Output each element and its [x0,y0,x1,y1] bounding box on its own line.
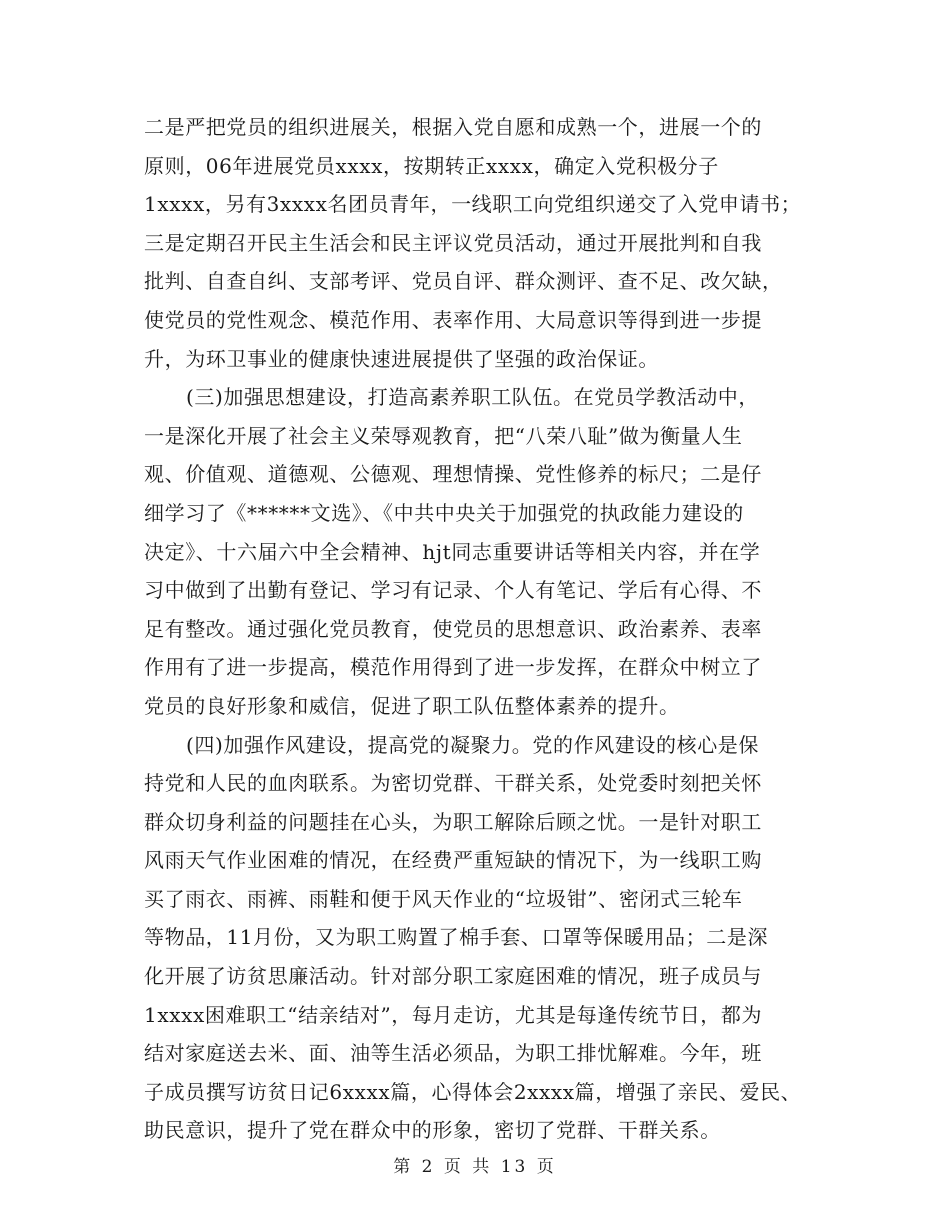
text-line: 等物品，11月份，又为职工购置了棉手套、口罩等保暖用品；二是深 [144,925,769,950]
text-line: 观、价值观、道德观、公德观、理想情操、党性修养的标尺；二是仔 [144,462,762,487]
text-line: 作用有了进一步提高，模范作用得到了进一步发挥，在群众中树立了 [144,655,762,680]
page-number-footer: 第 2 页 共 13 页 [393,1157,557,1177]
text-line: 风雨天气作业困难的情况，在经费严重短缺的情况下，为一线职工购 [144,848,762,873]
text-line: 群众切身利益的问题挂在心头，为职工解除后顾之忧。一是针对职工 [144,809,762,834]
text-line: 结对家庭送去米、面、油等生活必须品，为职工排忧解难。今年，班 [144,1041,762,1066]
text-line: 习中做到了出勤有登记、学习有记录、个人有笔记、学后有心得、不 [144,578,762,603]
paragraph-first-line: (四)加强作风建设，提高党的凝聚力。党的作风建设的核心是保 [186,732,760,757]
text-line: 细学习了《******文选》、《中共中央关于加强党的执政能力建设的 [144,500,744,525]
text-line: 三是定期召开民主生活会和民主评议党员活动，通过开展批判和自我 [144,230,762,255]
text-line: 子成员撰写访贫日记6xxxx篇，心得体会2xxxx篇，增强了亲民、爱民、 [144,1079,802,1104]
text-line: 决定》、十六届六中全会精神、hjt同志重要讲话等相关内容，并在学 [144,539,761,564]
paragraph-first-line: (三)加强思想建设，打造高素养职工队伍。在党员学教活动中， [186,385,760,410]
text-line: 党员的良好形象和威信，促进了职工队伍整体素养的提升。 [144,693,680,718]
text-line: 助民意识，提升了党在群众中的形象，密切了党群、干群关系。 [144,1118,721,1143]
text-line: 1xxxx困难职工“结亲结对”，每月走访，尤其是每逢传统节日，都为 [144,1002,763,1027]
text-line: 1xxxx，另有3xxxx名团员青年，一线职工向党组织递交了入党申请书； [144,192,802,217]
text-line: 持党和人民的血肉联系。为密切党群、干群关系，处党委时刻把关怀 [144,771,762,796]
text-line: 足有整改。通过强化党员教育，使党员的思想意识、政治素养、表率 [144,616,762,641]
text-line: 使党员的党性观念、模范作用、表率作用、大局意识等得到进一步提 [144,307,762,332]
document-body [144,108,844,1150]
text-line: 二是严把党员的组织进展关，根据入党自愿和成熟一个，进展一个的 [144,115,762,139]
text-line: 批判、自查自纠、支部考评、党员自评、群众测评、查不足、改欠缺， [144,269,783,294]
text-line: 化开展了访贫思廉活动。针对部分职工家庭困难的情况，班子成员与 [144,964,762,989]
text-line: 一是深化开展了社会主义荣辱观教育，把“八荣八耻”做为衡量人生 [144,423,743,448]
text-line: 原则，06年进展党员xxxx，按期转正xxxx，确定入党积极分子 [144,153,719,178]
text-line: 买了雨衣、雨裤、雨鞋和便于风天作业的“垃圾钳”、密闭式三轮车 [144,886,743,911]
text-line: 升，为环卫事业的健康快速进展提供了坚强的政治保证。 [144,346,659,371]
